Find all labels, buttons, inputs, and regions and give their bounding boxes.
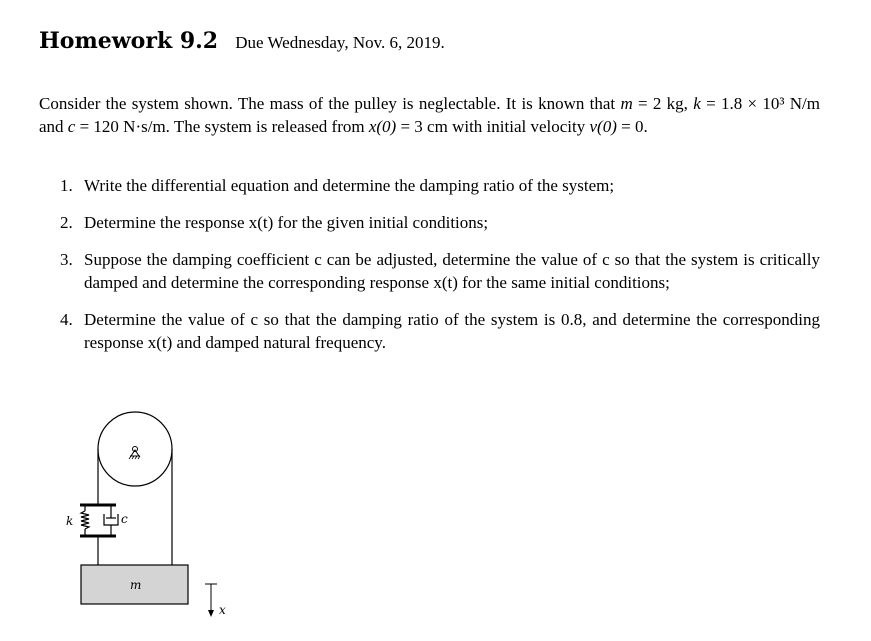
stiffness-value: = 1.8 × 10³ N/m and	[39, 94, 820, 136]
intro-text-1: Consider the system shown. The mass of the pulley is neglectable. It is known that	[39, 94, 621, 113]
stiffness-symbol: k	[693, 94, 701, 113]
damping-symbol: c	[67, 117, 76, 136]
mass-label: m	[130, 578, 142, 592]
initial-velocity: v(0)	[589, 117, 617, 136]
task-text: Determine the response x(t) for the given initial conditions;	[84, 213, 489, 232]
due-date: Due Wednesday, Nov. 6, 2019.	[235, 33, 445, 52]
damper-element	[104, 505, 118, 536]
mass-symbol: m	[620, 94, 633, 113]
displacement-label: x	[219, 603, 226, 617]
task-number: 3.	[60, 250, 73, 269]
displacement-arrow-icon	[205, 584, 217, 617]
task-number: 1.	[60, 176, 73, 195]
pulley-wheel	[98, 412, 172, 486]
task-number: 2.	[60, 213, 73, 232]
initial-displacement: x(0)	[368, 117, 397, 136]
damper-label: c	[121, 512, 128, 526]
pulley-pin-icon	[129, 447, 140, 460]
task-text: Suppose the damping coefficient c can be adjusted, determine the value of c so that the system is critically damped and determine the corresponding response x(t) for the same initial conditions;	[84, 250, 820, 292]
damping-value: = 120 N·s/m. The system is released from	[75, 117, 369, 136]
initial-velocity-value: = 0.	[616, 117, 648, 136]
homework-title: Homework 9.2	[39, 28, 219, 54]
spring-label: k	[66, 514, 74, 528]
task-number: 4.	[60, 310, 73, 329]
spring-element	[81, 505, 89, 536]
task-text: Write the differential equation and determine the damping ratio of the system;	[84, 176, 615, 195]
task-text: Determine the value of c so that the damping ratio of the system is 0.8, and determine the corresponding response x(t) and damped natural frequency.	[84, 310, 820, 352]
initial-displacement-value: = 3 cm with initial velocity	[396, 117, 590, 136]
mass-value: = 2 kg,	[632, 94, 694, 113]
